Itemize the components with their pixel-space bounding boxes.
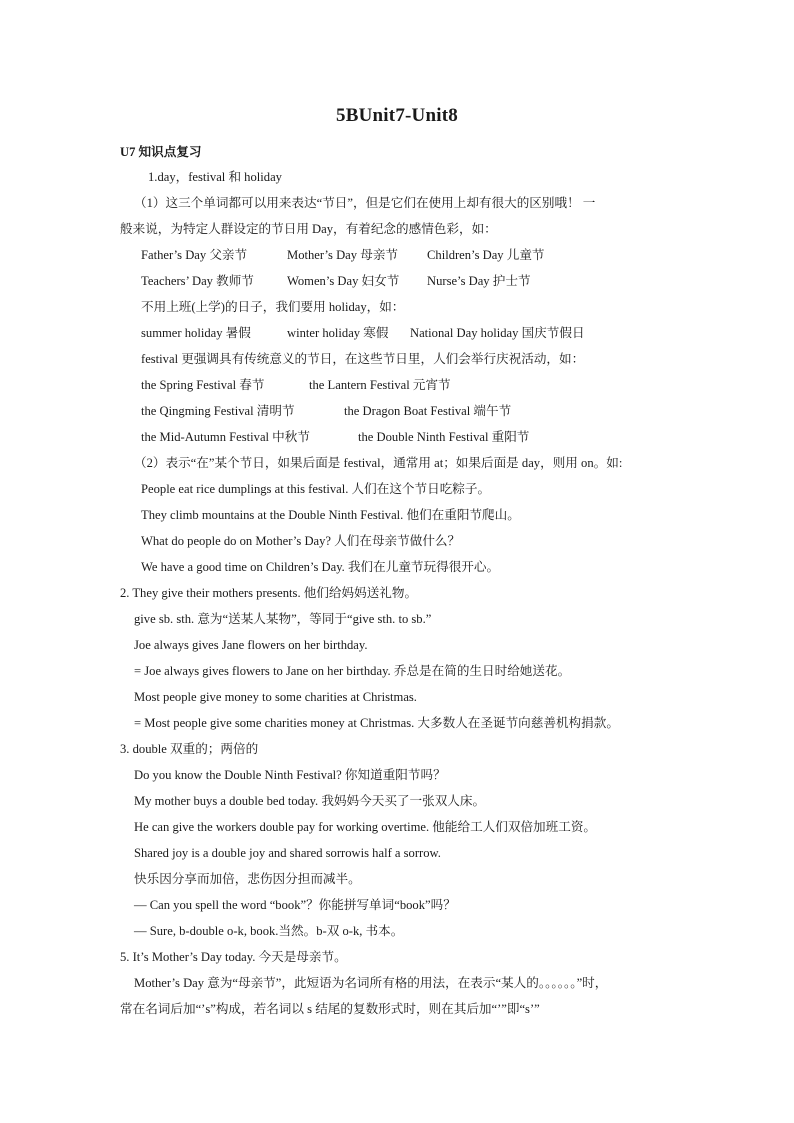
point-1-paragraph-a: （1）这三个单词都可以用来表达“节日”，但是它们在使用上却有很大的区别哦！ 一 (134, 196, 596, 210)
example-teachers-day: Teachers’ Day 教师节 (141, 274, 254, 288)
point-2-line-a: give sb. sth. 意为“送某人某物”，等同于“give sth. to sb.” (134, 612, 432, 626)
point-1-title: 1.day，festival 和 holiday (148, 170, 282, 184)
example-winter-holiday: winter holiday 寒假 (287, 326, 389, 340)
holiday-example-row (141, 324, 585, 342)
point-3-title: 3. double 双重的；两倍的 (120, 742, 259, 756)
point-5-title: 5. It’s Mother’s Day today. 今天是母亲节。 (120, 950, 347, 964)
example-nurses-day: Nurse’s Day 护士节 (427, 274, 531, 288)
example-double-ninth-festival: the Double Ninth Festival 重阳节 (358, 430, 530, 444)
point-3-line-b: My mother buys a double bed today. 我妈妈今天买了一张双人床。 (134, 794, 486, 808)
holiday-intro: 不用上班(上学)的日子，我们要用 holiday，如： (141, 300, 405, 314)
example-sentence-2: They climb mountains at the Double Ninth Festival. 他们在重阳节爬山。 (141, 508, 520, 522)
example-summer-holiday: summer holiday 暑假 (141, 326, 251, 340)
example-womens-day: Women’s Day 妇女节 (287, 274, 400, 288)
point-3-dialog-answer: — Sure, b-double o-k, book.当然。b-双 o-k, 书本。 (134, 924, 404, 938)
point-3-line-d: Shared joy is a double joy and shared sorrowis half a sorrow. (134, 846, 441, 860)
page-title: 5BUnit7-Unit8 (336, 105, 458, 126)
point-2-line-e: = Most people give some charities money at Christmas. 大多数人在圣诞节向慈善机构捐款。 (134, 716, 619, 730)
festival-intro: festival 更强调具有传统意义的节日，在这些节日里，人们会举行庆祝活动，如： (141, 352, 585, 366)
point-1-paragraph-b: 般来说，为特定人群设定的节日用 Day，有着纪念的感情色彩，如： (120, 222, 497, 236)
example-childrens-day: Children’s Day 儿童节 (427, 248, 545, 262)
point-2-line-b: Joe always gives Jane flowers on her birthday. (134, 638, 368, 652)
point-1-paragraph-2: （2）表示“在”某个节日，如果后面是 festival，通常用 at；如果后面是 day，则用 on。如: (134, 456, 623, 470)
example-sentence-4: We have a good time on Children’s Day. 我们在儿童节玩得很开心。 (141, 560, 500, 574)
festival-example-row-2 (141, 402, 511, 420)
example-fathers-day: Father’s Day 父亲节 (141, 248, 248, 262)
example-mothers-day: Mother’s Day 母亲节 (287, 248, 399, 262)
point-5-line-a: Mother’s Day 意为“母亲节”，此短语为名词所有格的用法，在表示“某人的。。。。。。”时， (134, 976, 608, 990)
day-example-row-1 (141, 246, 545, 264)
point-3-dialog-question: — Can you spell the word “book”？你能拼写单词“book”吗？ (134, 898, 456, 912)
example-national-day-holiday: National Day holiday 国庆节假日 (410, 326, 585, 340)
example-sentence-3: What do people do on Mother’s Day? 人们在母亲节做什么？ (141, 534, 461, 548)
point-2-line-d: Most people give money to some charities at Christmas. (134, 690, 417, 704)
point-3-line-a: Do you know the Double Ninth Festival? 你知道重阳节吗？ (134, 768, 446, 782)
festival-example-row-1 (141, 376, 451, 394)
example-spring-festival: the Spring Festival 春节 (141, 378, 265, 392)
point-2-line-c: = Joe always gives flowers to Jane on her birthday. 乔总是在简的生日时给她送花。 (134, 664, 571, 678)
point-3-line-c: He can give the workers double pay for working overtime. 他能给工人们双倍加班工资。 (134, 820, 597, 834)
point-2-title: 2. They give their mothers presents. 他们给妈妈送礼物。 (120, 586, 418, 600)
festival-example-row-3 (141, 428, 529, 446)
section-heading: U7 知识点复习 (120, 145, 202, 159)
example-qingming-festival: the Qingming Festival 清明节 (141, 404, 295, 418)
day-example-row-2 (141, 272, 531, 290)
example-dragon-boat-festival: the Dragon Boat Festival 端午节 (344, 404, 512, 418)
point-3-line-e: 快乐因分享而加倍，悲伤因分担而减半。 (134, 872, 361, 886)
example-mid-autumn-festival: the Mid-Autumn Festival 中秋节 (141, 430, 310, 444)
point-5-line-b: 常在名词后加“’s”构成，若名词以 s 结尾的复数形式时，则在其后加“’”即“s’” (120, 1002, 540, 1016)
example-sentence-1: People eat rice dumplings at this festival. 人们在这个节日吃粽子。 (141, 482, 491, 496)
example-lantern-festival: the Lantern Festival 元宵节 (309, 378, 451, 392)
